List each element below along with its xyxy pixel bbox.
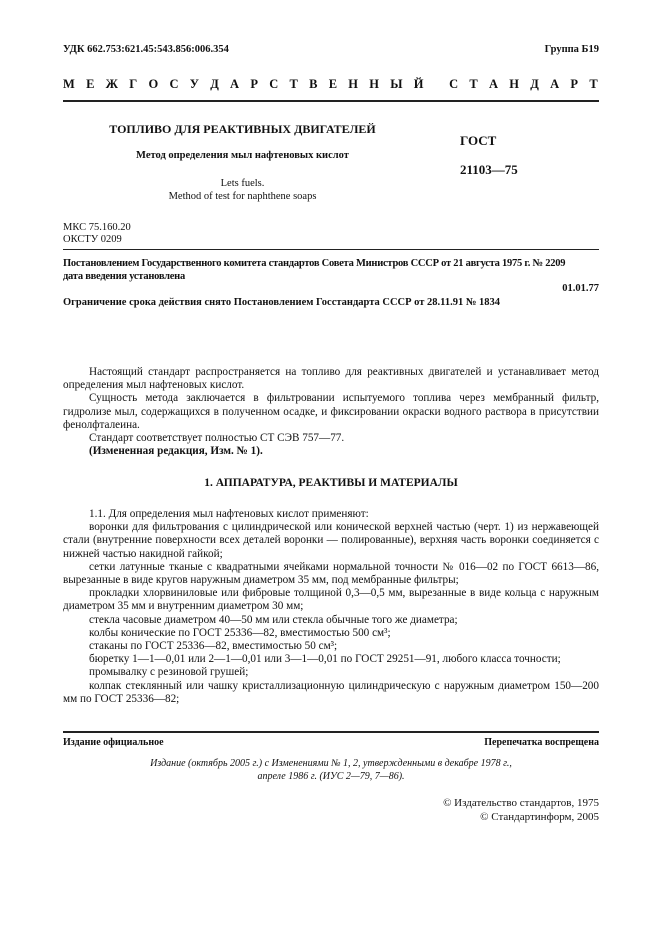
banner-letter: Ы	[390, 77, 403, 91]
list-item: колбы конические по ГОСТ 25336—82, вместимостью 500 см³;	[89, 626, 391, 639]
banner-letter: Р	[570, 77, 579, 91]
banner-letter: А	[489, 77, 499, 91]
intro-paragraph-scope: Настоящий стандарт распространяется на топливо для реактивных двигателей и устанавливает метод определения мыл нафтеновых кислот.	[63, 366, 599, 392]
gost-label: ГОСТ	[460, 133, 497, 148]
reprint-prohibited-label: Перепечатка воспрещена	[484, 737, 599, 748]
udk-code: УДК 662.753:621.45:543.856:006.354	[63, 44, 229, 55]
list-item: сетки латунные тканые с квадратными ячейками нормальной точности № 016—02 по ГОСТ 6613—86, вырезанные в виде кругов наружным диаметром 35 мм, под мембранные фильтры;	[63, 560, 599, 587]
list-item: стаканы по ГОСТ 25336—82, вместимостью 50 см³;	[89, 640, 338, 653]
list-item: 1.1. Для определения мыл нафтеновых кислот применяют:	[89, 508, 369, 520]
classification-codes	[63, 222, 131, 245]
limit-removed-text: Ограничение срока действия снято Постановлением Госстандарта СССР от 28.11.91 № 1834	[63, 297, 501, 308]
banner-letter: Р	[250, 77, 258, 91]
banner-letter: Н	[509, 77, 520, 91]
list-item: прокладки хлорвиниловые или фибровые толщиной 0,3—0,5 мм, вырезанные в виде кольца с наружным диаметром 35 мм и внутренним диаметром 30 мм;	[63, 587, 599, 613]
document-subtitle: Метод определения мыл нафтеновых кислот	[136, 150, 349, 161]
banner-letter: Т	[469, 77, 478, 91]
effective-date: 01.01.77	[562, 283, 599, 294]
banner-letter: М	[63, 77, 75, 91]
banner-letter: Ж	[105, 77, 119, 91]
list-item: бюретку 1—1—0,01 или 2—1—0,01 или 3—1—0,01 по ГОСТ 29251—91, любого класса точности;	[89, 653, 561, 666]
banner-letter: Т	[589, 77, 598, 91]
intro-paragraph-compliance: Стандарт соответствует полностью СТ СЭВ 757—77.	[89, 432, 345, 445]
english-title	[100, 177, 385, 203]
decree-line-1: Постановлением Государственного комитета стандартов Совета Министров СССР от 21 августа 1975 г. № 2209	[63, 258, 566, 269]
document-title: ТОПЛИВО ДЛЯ РЕАКТИВНЫХ ДВИГАТЕЛЕЙ	[109, 122, 376, 136]
english-title-line-2: Method of test for naphthene soaps	[168, 191, 317, 202]
okstu-code: ОКСТУ 0209	[63, 233, 122, 245]
decree-text	[63, 257, 599, 283]
official-edition-label: Издание официальное	[63, 737, 164, 748]
banner-letter	[435, 77, 438, 92]
list-item: колпак стеклянный или чашку кристаллизационную цилиндрическую с наружным диаметром 150—200 мм по ГОСТ 25336—82;	[63, 679, 599, 705]
banner-letter: С	[449, 77, 459, 91]
edition-note	[63, 757, 599, 783]
edition-note-line-1: Издание (октябрь 2005 г.) с Изменениями № 1, 2, утвержденными в декабре 1978 г.,	[150, 758, 512, 769]
banner-letter: Д	[210, 77, 219, 91]
list-item: воронки для фильтрования с цилиндрической или конической верхней частью (черт. 1) из нержавеющей стали (внутренние поверхности всех деталей воронки — полированные), верхняя часть воронки соединяется с нижней частью накидной гайкой;	[63, 521, 599, 560]
banner-letter: Н	[348, 77, 359, 91]
intro-paragraph-amendment: (Измененная редакция, Изм. № 1).	[89, 445, 263, 458]
footer-rule	[63, 731, 599, 733]
banner-letter: О	[148, 77, 159, 91]
group-code: Группа Б19	[544, 44, 599, 55]
banner-letter: А	[230, 77, 240, 91]
english-title-line-1: Lets fuels.	[220, 178, 265, 189]
intro-paragraph-essence: Сущность метода заключается в фильтровании испытуемого топлива через мембранный фильтр, гидролизе мыл, содержащихся в полученном осадке, и фиксировании окраски водного раствора в присутствии фенолфталеина.	[63, 392, 599, 431]
section-title: 1. АППАРАТУРА, РЕАКТИВЫ И МАТЕРИАЛЫ	[204, 477, 458, 489]
copyright-standartinform: © Стандартинформ, 2005	[480, 811, 599, 823]
gost-number: 21103—75	[460, 162, 518, 177]
section-items	[63, 508, 599, 706]
copyright-publisher: © Издательство стандартов, 1975	[443, 797, 599, 809]
banner-letter: В	[309, 77, 318, 91]
edition-note-line-2: апреле 1986 г. (ИУС 2—79, 7—86).	[257, 771, 405, 782]
banner-letter: Й	[413, 77, 424, 91]
banner-letter: Н	[369, 77, 379, 91]
banner-rule	[63, 100, 599, 102]
codes-rule	[63, 249, 599, 250]
mks-code: МКС 75.160.20	[63, 222, 131, 233]
banner-letter: Е	[86, 77, 95, 91]
banner-letter: С	[269, 77, 279, 91]
interstate-standard-banner	[63, 77, 598, 92]
banner-letter: Г	[129, 77, 138, 91]
banner-letter: А	[550, 77, 560, 91]
list-item: промывалку с резиновой грушей;	[89, 666, 249, 679]
banner-letter: Т	[289, 77, 298, 91]
banner-letter: Д	[530, 77, 539, 91]
list-item: стекла часовые диаметром 40—50 мм или стекла обычные того же диаметра;	[89, 613, 458, 626]
banner-letter: С	[169, 77, 179, 91]
banner-letter: Е	[328, 77, 338, 91]
banner-letter: У	[189, 77, 199, 91]
decree-line-2: дата введения установлена	[63, 271, 185, 282]
intro-block	[63, 366, 599, 458]
